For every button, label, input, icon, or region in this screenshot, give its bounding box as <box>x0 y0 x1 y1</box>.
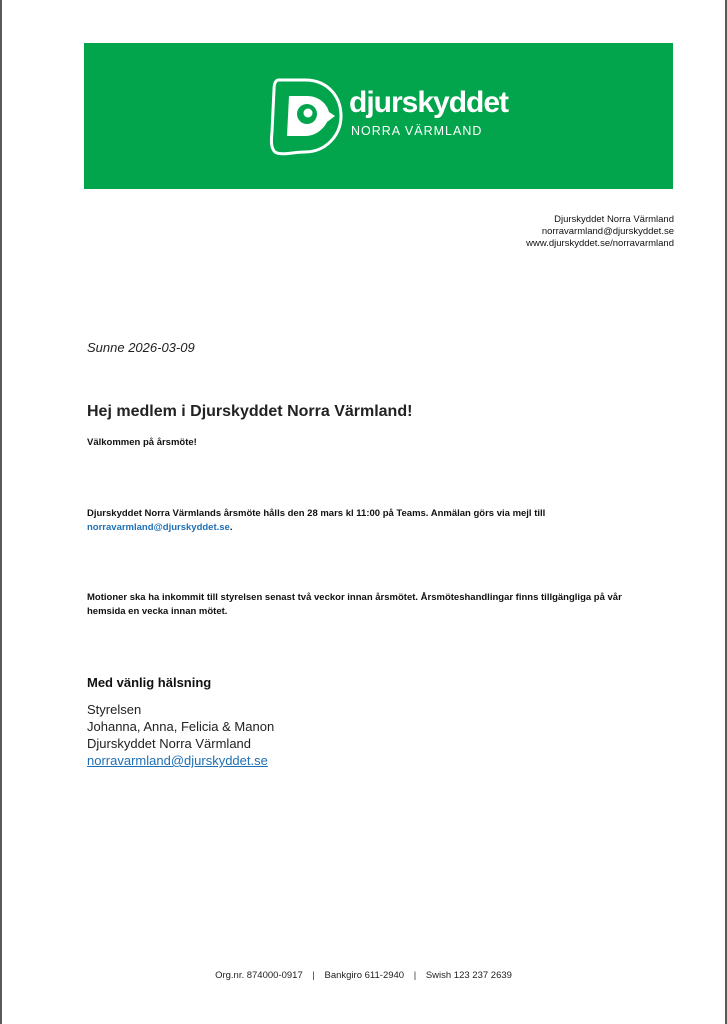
brand-name: djurskyddet <box>349 86 509 119</box>
footer-separator: | <box>312 970 315 981</box>
footer-bankgiro: Bankgiro 611-2940 <box>324 970 405 981</box>
letter-greeting: Hej medlem i Djurskyddet Norra Värmland! <box>87 403 413 420</box>
contact-website: www.djurskyddet.se/norravarmland <box>526 238 674 249</box>
bird-d-logo-icon <box>269 76 345 156</box>
page-edge-left <box>0 0 2 1024</box>
signature-names: Johanna, Anna, Felicia & Manon <box>87 719 275 734</box>
footer-org-nr: Org.nr. 874000-0917 <box>215 970 303 981</box>
meeting-email-link[interactable]: norravarmland@djurskyddet.se <box>87 522 230 533</box>
signature-organization: Djurskyddet Norra Värmland <box>87 736 252 751</box>
footer-swish: Swish 123 237 2639 <box>425 970 512 981</box>
welcome-line: Välkommen på årsmöte! <box>87 437 197 448</box>
motions-paragraph: Motioner ska ha inkommit till styrelsen senast två veckor innan årsmötet. Årsmöteshandlingar finns tillgängliga på vår hemsida en vecka innan mötet. <box>87 592 622 617</box>
footer-separator: | <box>413 970 417 981</box>
meeting-text-end: . <box>229 522 233 533</box>
meeting-text: Djurskyddet Norra Värmlands årsmöte hålls den 28 mars kl 11:00 på Teams. Anmälan görs via mejl till <box>87 508 546 519</box>
footer <box>0 970 727 981</box>
contact-email: norravarmland@djurskyddet.se <box>541 226 674 237</box>
signature-block <box>87 701 274 769</box>
meeting-paragraph <box>87 507 647 535</box>
header-banner <box>84 43 673 189</box>
letter-date: Sunne 2026-03-09 <box>87 340 195 355</box>
contact-block <box>526 214 674 250</box>
signature-closing: Med vänlig hälsning <box>87 675 212 690</box>
brand-logo <box>269 76 509 156</box>
signature-group: Styrelsen <box>87 702 142 717</box>
signature-email-link[interactable]: norravarmland@djurskyddet.se <box>87 753 268 768</box>
contact-organization: Djurskyddet Norra Värmland <box>554 214 674 225</box>
brand-subtitle: NORRA VÄRMLAND <box>351 124 483 138</box>
